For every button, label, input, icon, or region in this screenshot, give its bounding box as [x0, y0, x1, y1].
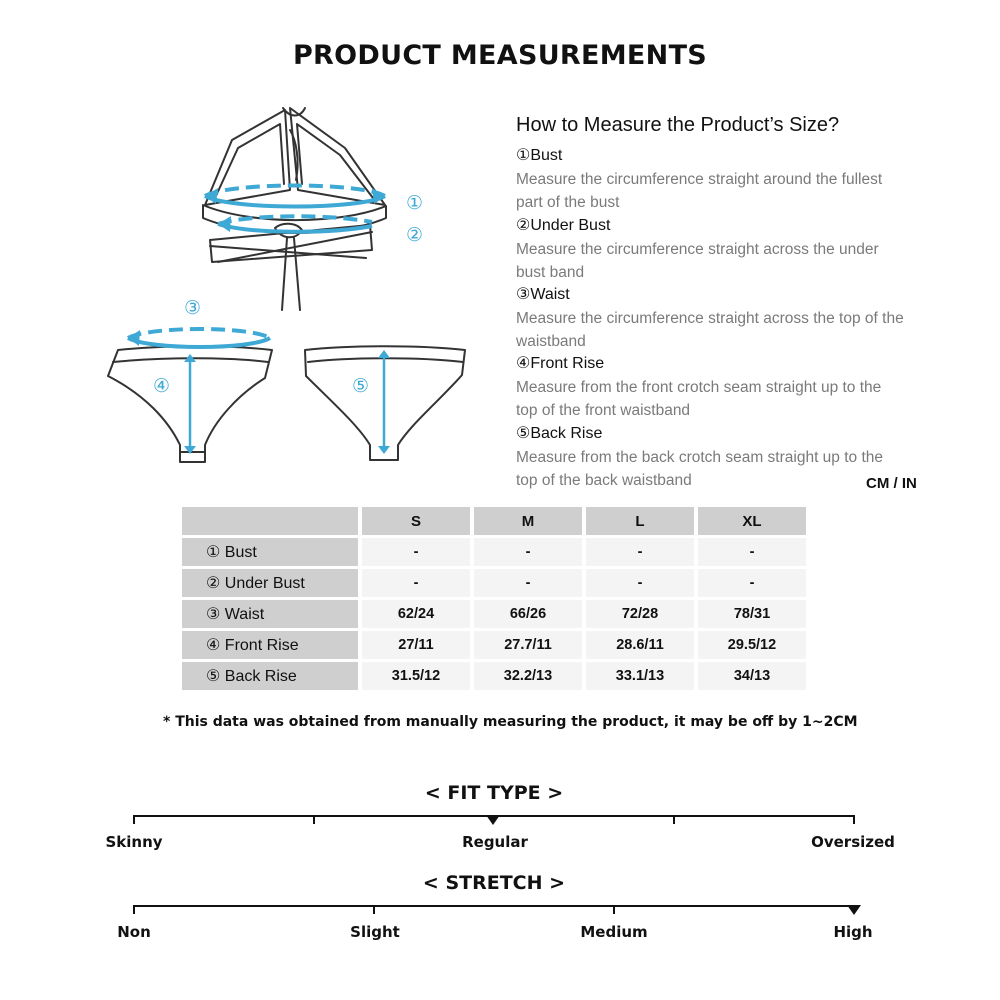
step-waist [516, 285, 906, 353]
row-header: ① Bust [182, 538, 358, 566]
row-header: ⑤ Back Rise [182, 662, 358, 690]
step-heading: ①Bust [516, 147, 563, 164]
size-table [178, 504, 810, 693]
table-cell: 62/24 [362, 600, 470, 628]
fit-type-tick [313, 815, 315, 824]
fit-type-label-regular: Regular [462, 833, 528, 851]
step-under-bust [516, 216, 906, 284]
table-row [182, 600, 806, 628]
table-row [182, 538, 806, 566]
table-cell: 34/13 [698, 662, 806, 690]
table-cell: - [698, 538, 806, 566]
stretch-tick [133, 905, 135, 914]
column-header: S [362, 507, 470, 535]
marker-4: ④ [153, 375, 171, 397]
table-row [182, 631, 806, 659]
table-row [182, 569, 806, 597]
fit-type-title: < FIT TYPE > [424, 782, 564, 804]
table-cell: 72/28 [586, 600, 694, 628]
stretch-title: < STRETCH > [422, 872, 566, 894]
table-cell: 66/26 [474, 600, 582, 628]
stretch-marker [847, 905, 861, 915]
step-description: Measure the circumference straight around the fullest part of the bust [516, 171, 883, 211]
column-header: L [586, 507, 694, 535]
fit-type-tick [853, 815, 855, 824]
table-cell: - [474, 538, 582, 566]
table-cell: - [586, 569, 694, 597]
table-row [182, 662, 806, 690]
fit-type-tick [133, 815, 135, 824]
table-cell: - [698, 569, 806, 597]
marker-5: ⑤ [352, 375, 370, 397]
swimsuit-illustration [100, 95, 490, 475]
fit-type-tick [673, 815, 675, 824]
step-heading: ③Waist [516, 286, 570, 303]
stretch-tick [373, 905, 375, 914]
table-cell: - [474, 569, 582, 597]
howto-title: How to Measure the Product’s Size? [516, 114, 840, 136]
column-header: XL [698, 507, 806, 535]
table-cell: 29.5/12 [698, 631, 806, 659]
row-header: ③ Waist [182, 600, 358, 628]
step-back-rise [516, 424, 906, 492]
column-header: M [474, 507, 582, 535]
measurement-note: * This data was obtained from manually measuring the product, it may be off by 1~2CM [163, 714, 858, 730]
marker-2: ② [406, 224, 424, 246]
unit-label: CM / IN [866, 475, 917, 492]
table-corner [182, 507, 358, 535]
table-cell: - [586, 538, 694, 566]
table-cell: 78/31 [698, 600, 806, 628]
stretch-scale-line [133, 905, 855, 907]
stretch-label-medium: Medium [580, 923, 648, 941]
table-cell: 32.2/13 [474, 662, 582, 690]
stretch-label-high: High [833, 923, 873, 941]
step-bust [516, 146, 906, 214]
table-header-row [182, 507, 806, 535]
table-cell: 31.5/12 [362, 662, 470, 690]
stretch-label-non: Non [117, 923, 151, 941]
fit-type-label-skinny: Skinny [105, 833, 163, 851]
marker-3: ③ [184, 297, 202, 319]
table-cell: - [362, 538, 470, 566]
step-heading: ⑤Back Rise [516, 425, 603, 442]
table-cell: 27.7/11 [474, 631, 582, 659]
step-heading: ②Under Bust [516, 217, 611, 234]
step-front-rise [516, 354, 906, 422]
marker-1: ① [406, 192, 424, 214]
page-title: PRODUCT MEASUREMENTS [292, 40, 708, 71]
stretch-tick [613, 905, 615, 914]
table-cell: 28.6/11 [586, 631, 694, 659]
table-cell: 27/11 [362, 631, 470, 659]
table-cell: - [362, 569, 470, 597]
row-header: ② Under Bust [182, 569, 358, 597]
step-heading: ④Front Rise [516, 355, 605, 372]
step-description: Measure from the front crotch seam straight up to the top of the front waistband [516, 379, 882, 419]
row-header: ④ Front Rise [182, 631, 358, 659]
step-description: Measure the circumference straight across the top of the waistband [516, 310, 904, 350]
step-description: Measure the circumference straight across the under bust band [516, 241, 879, 281]
stretch-label-slight: Slight [350, 923, 400, 941]
step-description: Measure from the back crotch seam straight up to the top of the back waistband [516, 449, 884, 489]
fit-type-label-oversized: Oversized [811, 833, 895, 851]
table-cell: 33.1/13 [586, 662, 694, 690]
fit-type-marker [486, 815, 500, 825]
